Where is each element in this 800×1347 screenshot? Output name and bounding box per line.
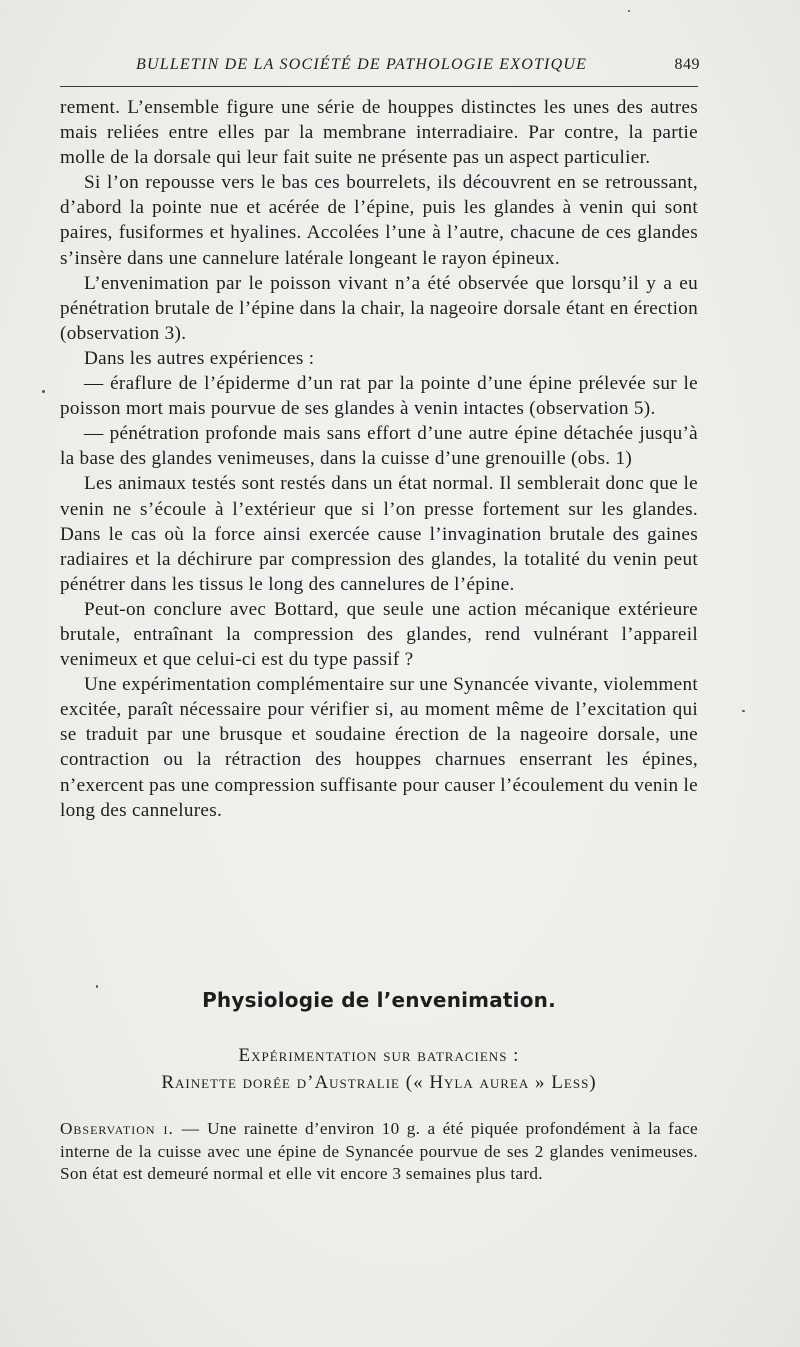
- paragraph: rement. L’ensemble figure une série de houppes distinctes les unes des autres mais reliées entre elles par la membrane interradiaire. Par contre, la partie molle de la dorsale qui leur fait suite ne présente pas un aspect particulier.: [60, 97, 698, 169]
- observation-block: [60, 1118, 698, 1186]
- paragraph: Si l’on repousse vers le bas ces bourrelets, ils découvrent en se retroussant, d’abord la pointe nue et acérée de l’épine, puis les glandes à venin qui sont paires, fusiformes et hyalines. Accolées l’une à l’autre, chacune de ces glandes s’insère dans une cannelure latérale longeant le rayon épineux.: [60, 172, 698, 269]
- section-heading: Physiologie de l’envenimation.: [202, 988, 556, 1012]
- paragraph: Une expérimentation complémentaire sur une Synancée vivante, violemment excitée, paraît nécessaire pour vérifier si, au moment même de l’excitation qui se traduit par une brusque et soudaine érection de la nageoire dorsale, une contraction ou la rétraction des houppes charnues enserrant les épines, n’exercent pas une compression suffisante pour causer l’écoulement du venin le long des cannelures.: [60, 674, 698, 821]
- sub-heading-text: Rainette dorée d’Australie (« Hyla aurea » Less): [161, 1072, 597, 1093]
- paragraph: L’envenimation par le poisson vivant n’a été observée que lorsqu’il y a eu pénétration brutale de l’épine dans la chair, la nageoire dorsale étant en érection (observation 3).: [60, 272, 698, 344]
- sub-heading-text: Expérimentation sur batraciens :: [238, 1045, 520, 1066]
- sub-heading-species: [60, 1072, 698, 1094]
- paragraph: Peut-on conclure avec Bottard, que seule une action mécanique extérieure brutale, entraînant la compression des glandes, rend vulnérant l’appareil venimeux et que celui-ci est du type passif ?: [60, 598, 698, 671]
- running-title: BULLETIN DE LA SOCIÉTÉ DE PATHOLOGIE EXOTIQUE: [136, 56, 588, 73]
- sub-heading-experiment: [60, 1045, 698, 1067]
- running-header: [60, 56, 700, 82]
- paragraph: — pénétration profonde mais sans effort d’une autre épine détachée jusqu’à la base des glandes venimeuses, dans la cuisse d’une grenouille (obs. 1): [60, 423, 698, 470]
- speck: [628, 10, 630, 12]
- page-number: 849: [674, 56, 700, 73]
- speck: [742, 710, 745, 712]
- paragraph: Dans les autres expériences :: [84, 347, 315, 369]
- observation-paragraph: [60, 1118, 698, 1186]
- speck: [42, 390, 45, 393]
- paragraph: — éraflure de l’épiderme d’un rat par la pointe d’une épine prélevée sur le poisson mort mais pourvue de ses glandes à venin intactes (observation 5).: [60, 373, 698, 420]
- body-text: [60, 95, 698, 823]
- header-rule: [60, 86, 698, 87]
- observation-text: Une rainette d’environ 10 g. a été piquée profondément à la face interne de la cuisse avec une épine de Synancée pourvue de ses 2 glandes venimeuses. Son état est demeuré normal et elle vit encore 3 semaines plus tard.: [60, 1119, 698, 1184]
- observation-label: Observation i. —: [60, 1119, 200, 1138]
- paragraph: Les animaux testés sont restés dans un état normal. Il semblerait donc que le venin ne s’écoule à l’extérieur que si l’on presse fortement sur les glandes. Dans le cas où la force ainsi exercée cause l’invagination brutale des gaines radiaires et la déchirure par compression des glandes, la totalité du venin peut pénétrer dans les tissus le long des cannelures de l’épine.: [60, 473, 698, 595]
- speck: [96, 985, 98, 988]
